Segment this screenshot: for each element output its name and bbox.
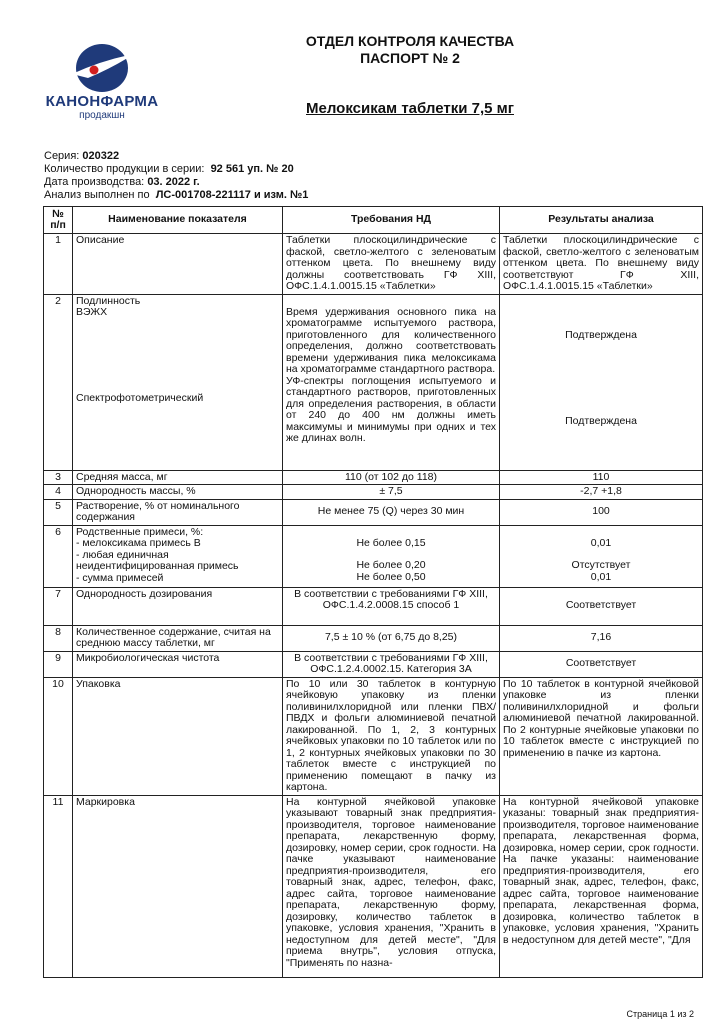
batch-info: [44, 150, 308, 202]
department-title: ОТДЕЛ КОНТРОЛЯ КАЧЕСТВА: [305, 33, 515, 49]
header-name: Наименование показателя: [73, 207, 283, 234]
table-row: 3 Средняя масса, мг 110 (от 102 до 118) 110: [44, 470, 703, 485]
logo-dot-icon: [90, 66, 99, 75]
analysis-table: [43, 206, 703, 978]
quantity-value: 92 561 уп. № 20: [210, 163, 294, 175]
product-title: Мелоксикам таблетки 7,5 мг: [306, 100, 514, 117]
series-value: 020322: [82, 150, 120, 162]
table-row: 11 Маркировка На контурной ячейковой упаковке указывают товарный знак предприятия-производителя, торговое наименование препарата, лекарственную форму, дозировку, номер серии, срок годности. На пачке указывают наименование предприятия-производителя, его товарный знак, адрес, телефон, факс, адрес сайта, торговое наименование препарата, лекарственную форму, дозировку, количество таблеток в упаковке, условия хранения, "Хранить в недоступном для детей месте", "Для приема внутрь", условия отпуска, "Применять по назна- На контурной ячейковой упаковке указаны: товарный знак предприятия-производителя, торговое наименование препарата, лекарственная форма, дозировка, номер серии, срок годности. На пачке указаны: наименование предприятия-производителя, его товарный знак, адрес, телефон, факс, адрес сайта, торговое наименование препарата, лекарственная форма, дозировка, количество таблеток в упаковке, условия хранения, "Хранить в недоступном для детей месте", "Для: [44, 795, 703, 977]
document-header: [260, 33, 560, 67]
page-number: Страница 1 из 2: [626, 1009, 694, 1019]
table-row: 6 Родственные примеси, %: - мелоксикама примесь В - любая единичная неидентифицированная примесь - сумма примесей Не более 0,15 Не более 0,20 Не более 0,50 0,01 Отсутствует 0,01: [44, 525, 703, 587]
header-requirements: Требования НД: [283, 207, 500, 234]
passport-title: ПАСПОРТ № 2: [360, 50, 460, 66]
analysis-line: Анализ выполнен по ЛС-001708-221117 и изм. №1: [44, 189, 309, 201]
table-row: 2 Подлинность ВЭЖХ Спектрофотометрический Время удерживания основного пика на хроматограмме испытуемого раствора, приготовленного для количественного определения, должно соответствовать времени удерживания пика мелоксикама на хроматограмме стандартного раствора. УФ-спектры поглощения испытуемого и стандартного растворов, приготовленных для определения растворения, в области от 240 до 400 нм должны иметь максимумы и минимумы при одних и тех же длинах волн. Подтверждена Подтверждена: [44, 294, 703, 470]
series-line: Серия: 020322: [44, 150, 120, 162]
table-row: 10 Упаковка По 10 или 30 таблеток в контурную ячейковую упаковку из пленки поливинилхлоридной или пленки ПВХ/ПВДХ и фольги алюминиевой печатной лакированной. По 1, 2, 3 контурных ячейковых упаковки по 10 таблеток или по 1, 2 контурных ячейковых упаковки по 30 таблеток вместе с инструкцией по применению помещают в пачку из картона. По 10 таблеток в контурной ячейковой упаковке из пленки поливинилхлоридной и фольги алюминиевой печатной лакированной. По 2 контурные ячейковые упаковки по 10 таблеток вместе с инструкцией по применению в пачке из картона.: [44, 677, 703, 795]
header-num: № п/п: [44, 207, 73, 234]
table-row: 5 Растворение, % от номинального содержания Не менее 75 (Q) через 30 мин 100: [44, 499, 703, 525]
header-results: Результаты анализа: [500, 207, 703, 234]
date-value: 03. 2022 г.: [147, 176, 200, 188]
table-header-row: [44, 207, 703, 234]
quantity-line: Количество продукции в серии: 92 561 уп. № 20: [44, 163, 294, 175]
analysis-value: ЛС-001708-221117 и изм. №1: [155, 189, 309, 201]
table-row: 7 Однородность дозирования В соответствии с требованиями ГФ XIII, ОФС.1.4.2.0008.15 способ 1 Соответствует: [44, 587, 703, 625]
table-row: 4 Однородность массы, % ± 7,5 -2,7 +1,8: [44, 485, 703, 500]
table-row: 1 Описание Таблетки плоскоцилиндрические с фаской, светло-желтого с зеленоватым оттенком цвета. По внешнему виду должны соответствовать ГФ XIII, ОФС.1.4.1.0015.15 «Таблетки» Таблетки плоскоцилиндрические с фаской, светло-желтого с зеленоватым оттенком цвета. По внешнему виду соответствуют ГФ XIII, ОФС.1.4.1.0015.15 «Таблетки»: [44, 234, 703, 295]
logo-title: КАНОНФАРМА: [45, 93, 159, 110]
date-line: Дата производства: 03. 2022 г.: [44, 176, 200, 188]
logo-subtitle: продакшн: [79, 110, 125, 121]
table-row: 9 Микробиологическая чистота В соответствии с требованиями ГФ XIII, ОФС.1.2.4.0002.15. Категория 3А Соответствует: [44, 651, 703, 677]
table-row: 8 Количественное содержание, считая на среднюю массу таблетки, мг 7,5 ± 10 % (от 6,75 до 8,25) 7,16: [44, 625, 703, 651]
